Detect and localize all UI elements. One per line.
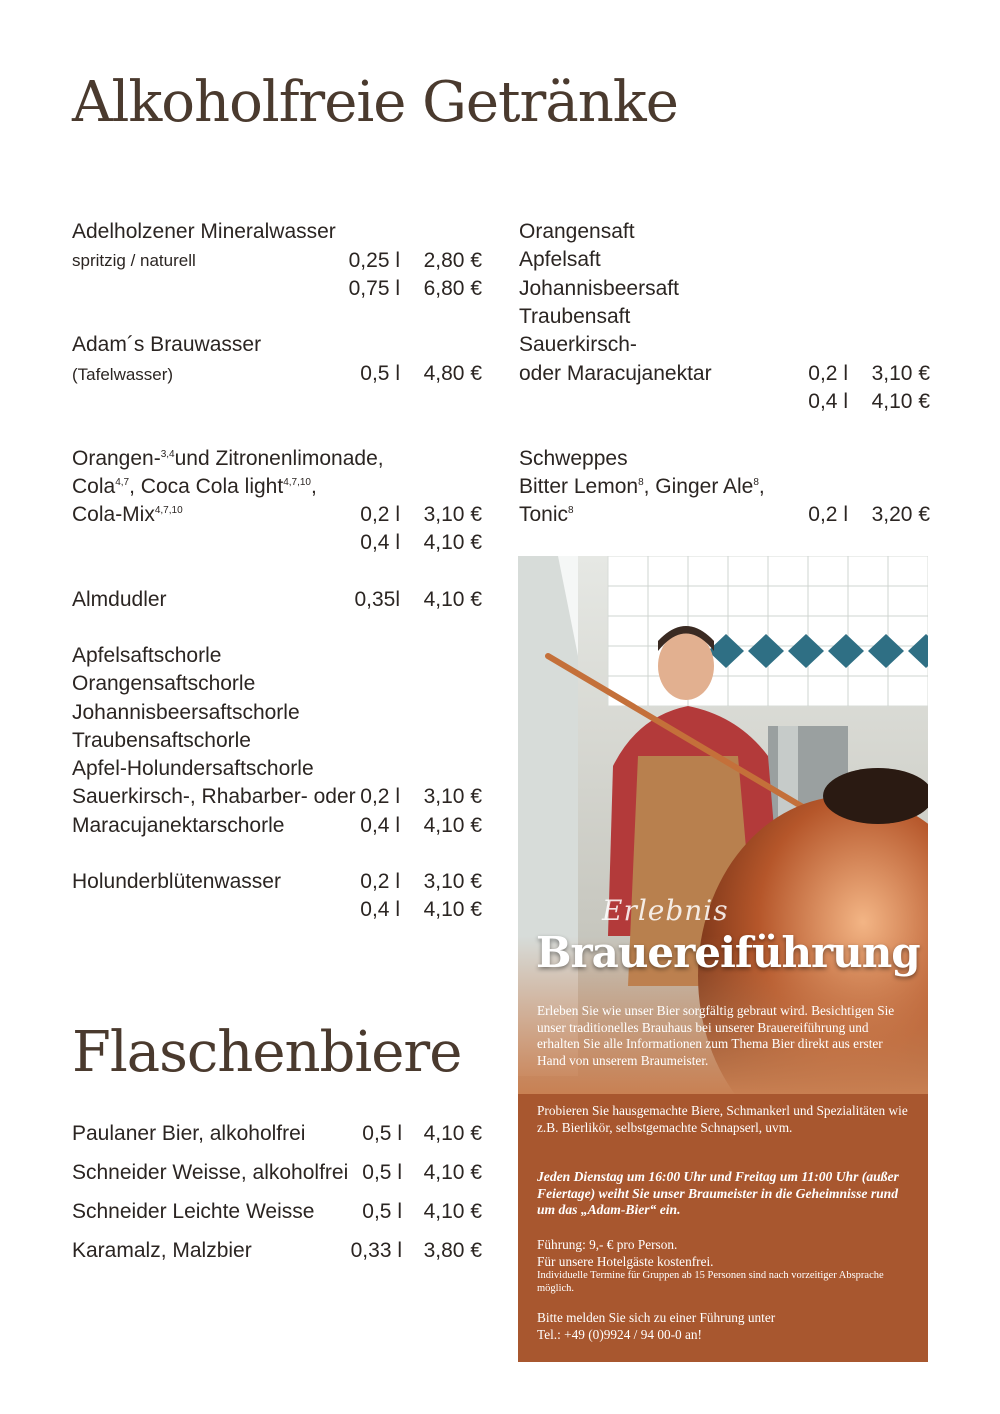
promo-tasting: Probieren Sie hausgemachte Biere, Schmankerl und Spezialitäten wie z.B. Bierlikör, selbstgemachte Schnapserl, uvm. (537, 1103, 908, 1135)
promo-schedule: Jeden Dienstag um 16:00 Uhr und Freitag um 11:00 Uhr (außer Feiertage) weiht Sie unser Braumeister in die Geheimnisse rund um das „Adam-Bier“ ein. (537, 1169, 899, 1217)
item-name: Johannisbeersaft (519, 277, 679, 300)
item-size: 0,5 l (362, 1122, 402, 1145)
promo-kicker: Erlebnis (602, 894, 729, 927)
item-price: 3,80 € (423, 1239, 482, 1262)
item-name: Cola-Mix$^{4,7,10}$ (72, 503, 183, 526)
item-size: 0,2 l (808, 362, 848, 385)
item-name: Apfel-Holundersaftschorle (72, 757, 314, 780)
item-name: Karamalz, Malzbier (72, 1239, 252, 1262)
item-price: 4,10 € (423, 588, 482, 611)
promo-headline: Brauereiführung (536, 928, 920, 977)
item-price: 3,20 € (871, 503, 930, 526)
item-name: Traubensaft (519, 305, 631, 328)
item-size: 0,4 l (360, 814, 400, 837)
item-size: 0,4 l (360, 898, 400, 921)
item-price: 4,10 € (423, 1200, 482, 1223)
item-name: Orangensaftschorle (72, 672, 256, 695)
item-size: 0,25 l (348, 249, 400, 272)
item-size: 0,2 l (360, 870, 400, 893)
section-title-bottled-beers: Flaschenbiere (72, 1020, 462, 1085)
item-description: (Tafelwasser) (72, 365, 174, 384)
item-size: 0,5 l (362, 1161, 402, 1184)
promo-contact: Bitte melden Sie sich zu einer Führung unter Tel.: +49 (0)9924 / 94 00-0 an! (537, 1310, 776, 1342)
item-name: oder Maracujanektar (519, 362, 712, 385)
item-name: Paulaner Bier, alkoholfrei (72, 1122, 306, 1145)
item-name: Adelholzener Mineralwasser (72, 220, 336, 243)
promo-pricing: Führung: 9,- € pro Person. Für unsere Hotelgäste kostenfrei. Individuelle Termine für Gruppen ab 15 Personen sind nach vorzeitiger Absprache möglich. (537, 1237, 884, 1294)
item-name: Johannisbeersaftschorle (72, 701, 300, 724)
item-size: 0,4 l (808, 390, 848, 413)
item-name: Holunderblütenwasser (72, 870, 281, 893)
item-description: spritzig / naturell (72, 251, 196, 270)
item-size: 0,2 l (360, 503, 400, 526)
item-size: 0,5 l (362, 1200, 402, 1223)
item-name: Schweppes (519, 447, 628, 470)
item-size: 0,33 l (350, 1239, 402, 1262)
item-name: Schneider Weisse, alkoholfrei (72, 1161, 349, 1184)
item-name: Sauerkirsch- (519, 333, 637, 356)
item-name: Apfelsaft (519, 248, 601, 271)
item-name: Apfelsaftschorle (72, 644, 222, 667)
item-name: Cola$^{4,7}$, Coca Cola light$^{4,7,10}$, (72, 475, 317, 498)
item-price: 3,10 € (871, 362, 930, 385)
item-price: 4,80 € (423, 362, 482, 385)
item-name: Maracujanektarschorle (72, 814, 285, 837)
item-size: 0,4 l (360, 531, 400, 554)
item-size: 0,2 l (808, 503, 848, 526)
item-name: Orangensaft (519, 220, 635, 243)
item-size: 0,35l (354, 588, 400, 611)
item-size: 0,5 l (360, 362, 400, 385)
item-price: 4,10 € (423, 814, 482, 837)
item-name: Tonic$^8$ (519, 503, 574, 526)
item-name: Orangen-$^{3,4}$und Zitronenlimonade, (72, 447, 384, 470)
item-price: 6,80 € (423, 277, 482, 300)
item-size: 0,2 l (360, 785, 400, 808)
item-name: Sauerkirsch-, Rhabarber- oder (72, 785, 356, 808)
item-price: 2,80 € (423, 249, 482, 272)
item-price: 4,10 € (423, 1161, 482, 1184)
page-title: Alkoholfreie Getränke (72, 70, 678, 135)
item-name: Bitter Lemon$^8$, Ginger Ale$^8$, (519, 475, 765, 498)
item-price: 3,10 € (423, 785, 482, 808)
item-price: 4,10 € (423, 531, 482, 554)
brewery-tour-promo (518, 556, 928, 1362)
item-name: Adam´s Brauwasser (72, 333, 262, 356)
item-name: Schneider Leichte Weisse (72, 1200, 315, 1223)
item-price: 4,10 € (423, 1122, 482, 1145)
item-name: Traubensaftschorle (72, 729, 251, 752)
item-price: 3,10 € (423, 870, 482, 893)
item-price: 4,10 € (871, 390, 930, 413)
item-size: 0,75 l (348, 277, 400, 300)
item-price: 3,10 € (423, 503, 482, 526)
item-price: 4,10 € (423, 898, 482, 921)
item-name: Almdudler (72, 588, 167, 611)
promo-intro: Erleben Sie wie unser Bier sorgfältig gebraut wird. Besichtigen Sie unser traditionelles Brauhaus bei unserer Brauereiführung und erhalten Sie alle Informationen zum Thema Bier direkt aus erster Hand von unserem Braumeister. (537, 1003, 895, 1068)
